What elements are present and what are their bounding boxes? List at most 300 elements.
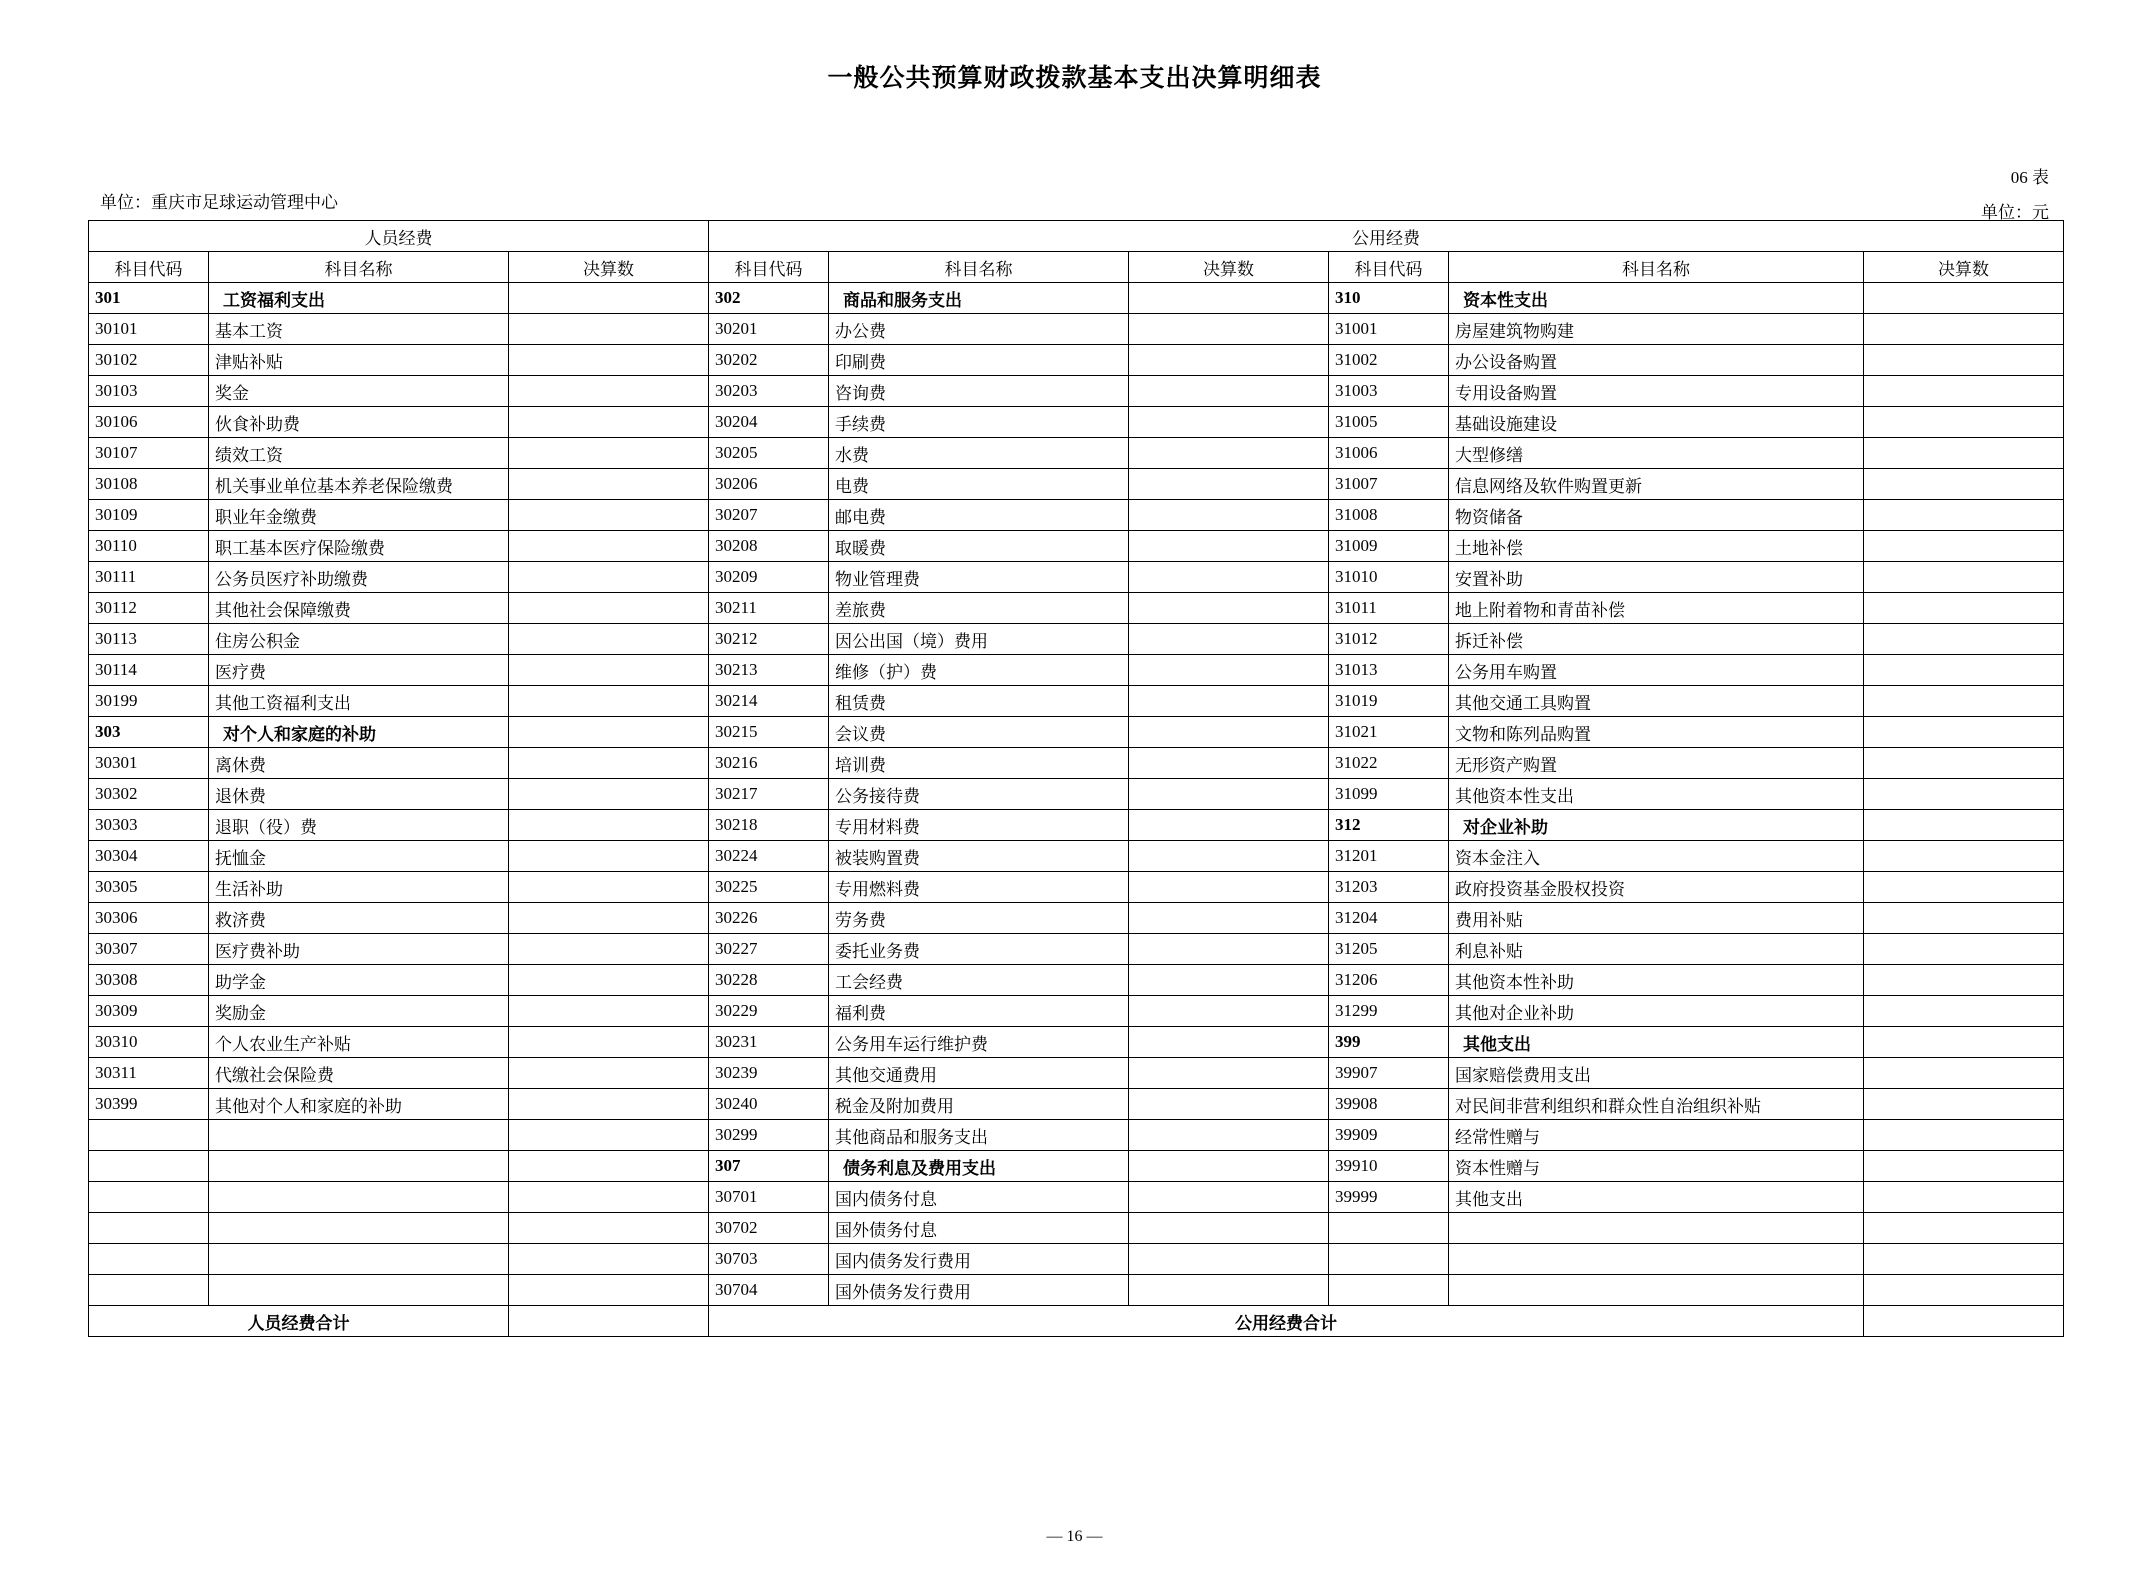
- col-header-code-2: 科目代码: [709, 252, 829, 283]
- total-amount-personnel: [509, 1306, 709, 1337]
- subject-name: 公务接待费: [829, 779, 1129, 810]
- subject-code: [1329, 1244, 1449, 1275]
- final-amount: [1864, 717, 2064, 748]
- subject-name: 经常性赠与: [1449, 1120, 1864, 1151]
- final-amount: [1129, 314, 1329, 345]
- final-amount: [509, 438, 709, 469]
- subject-name: 其他资本性补助: [1449, 965, 1864, 996]
- final-amount: [1129, 872, 1329, 903]
- subject-name: 专用设备购置: [1449, 376, 1864, 407]
- subject-code: 31007: [1329, 469, 1449, 500]
- final-amount: [1129, 531, 1329, 562]
- final-amount: [1864, 1213, 2064, 1244]
- subject-name: 资本金注入: [1449, 841, 1864, 872]
- final-amount: [1864, 655, 2064, 686]
- subject-name: 邮电费: [829, 500, 1129, 531]
- subject-name: 因公出国（境）费用: [829, 624, 1129, 655]
- final-amount: [1129, 500, 1329, 531]
- subject-name: 其他对个人和家庭的补助: [209, 1089, 509, 1120]
- final-amount: [1864, 1244, 2064, 1275]
- subject-code: 30214: [709, 686, 829, 717]
- subject-name: 津贴补贴: [209, 345, 509, 376]
- final-amount: [1129, 1275, 1329, 1306]
- subject-code: 30311: [89, 1058, 209, 1089]
- subject-code: [89, 1244, 209, 1275]
- page-number: — 16 —: [1046, 1528, 1103, 1545]
- subject-name: 资本性支出: [1449, 283, 1864, 314]
- table-row: [89, 500, 2064, 531]
- subject-code: 30702: [709, 1213, 829, 1244]
- final-amount: [1129, 1182, 1329, 1213]
- subject-code: 31019: [1329, 686, 1449, 717]
- final-amount: [1129, 345, 1329, 376]
- subject-name: 手续费: [829, 407, 1129, 438]
- table-row: [89, 717, 2064, 748]
- subject-code: 31003: [1329, 376, 1449, 407]
- subject-name: 代缴社会保险费: [209, 1058, 509, 1089]
- subject-name: 物业管理费: [829, 562, 1129, 593]
- final-amount: [509, 655, 709, 686]
- subject-name: 税金及附加费用: [829, 1089, 1129, 1120]
- subject-code: 399: [1329, 1027, 1449, 1058]
- final-amount: [1864, 1120, 2064, 1151]
- subject-name: 办公设备购置: [1449, 345, 1864, 376]
- col-header-name-3: 科目名称: [1449, 252, 1864, 283]
- final-amount: [1864, 593, 2064, 624]
- final-amount: [1864, 1182, 2064, 1213]
- final-amount: [509, 345, 709, 376]
- table-row: [89, 1120, 2064, 1151]
- subject-name: 债务利息及费用支出: [829, 1151, 1129, 1182]
- final-amount: [1129, 934, 1329, 965]
- subject-name: [209, 1213, 509, 1244]
- final-amount: [509, 624, 709, 655]
- subject-name: 国内债务发行费用: [829, 1244, 1129, 1275]
- subject-code: 30206: [709, 469, 829, 500]
- table-row: [89, 562, 2064, 593]
- final-amount: [1864, 996, 2064, 1027]
- subject-name: 其他资本性支出: [1449, 779, 1864, 810]
- subject-code: 30103: [89, 376, 209, 407]
- col-header-amount-1: 决算数: [509, 252, 709, 283]
- subject-name: 基本工资: [209, 314, 509, 345]
- subject-name: 物资储备: [1449, 500, 1864, 531]
- table-row: [89, 686, 2064, 717]
- subject-code: 30225: [709, 872, 829, 903]
- subject-code: 39909: [1329, 1120, 1449, 1151]
- subject-code: 31204: [1329, 903, 1449, 934]
- subject-name: 奖励金: [209, 996, 509, 1027]
- final-amount: [509, 531, 709, 562]
- subject-code: 30101: [89, 314, 209, 345]
- final-amount: [1864, 810, 2064, 841]
- subject-code: [1329, 1213, 1449, 1244]
- subject-code: 30307: [89, 934, 209, 965]
- table-row: [89, 903, 2064, 934]
- subject-name: 水费: [829, 438, 1129, 469]
- subject-code: 30201: [709, 314, 829, 345]
- final-amount: [1864, 686, 2064, 717]
- final-amount: [1864, 438, 2064, 469]
- table-row: [89, 376, 2064, 407]
- table-row: [89, 407, 2064, 438]
- table-row: [89, 1027, 2064, 1058]
- final-amount: [509, 1120, 709, 1151]
- final-amount: [509, 810, 709, 841]
- subject-code: 30216: [709, 748, 829, 779]
- final-amount: [1864, 748, 2064, 779]
- subject-code: 30199: [89, 686, 209, 717]
- subject-code: 30207: [709, 500, 829, 531]
- subject-code: [89, 1275, 209, 1306]
- subject-name: 其他工资福利支出: [209, 686, 509, 717]
- subject-name: 其他商品和服务支出: [829, 1120, 1129, 1151]
- final-amount: [1864, 500, 2064, 531]
- final-amount: [509, 1058, 709, 1089]
- final-amount: [1129, 1244, 1329, 1275]
- table-row: [89, 593, 2064, 624]
- table-row: [89, 345, 2064, 376]
- final-amount: [1129, 1120, 1329, 1151]
- final-amount: [509, 965, 709, 996]
- subject-code: 30202: [709, 345, 829, 376]
- final-amount: [1864, 965, 2064, 996]
- final-amount: [1129, 593, 1329, 624]
- table-row: [89, 1182, 2064, 1213]
- subject-code: 30228: [709, 965, 829, 996]
- subject-code: 30107: [89, 438, 209, 469]
- final-amount: [509, 686, 709, 717]
- table-row: [89, 1058, 2064, 1089]
- subject-name: 劳务费: [829, 903, 1129, 934]
- subject-code: 30305: [89, 872, 209, 903]
- subject-code: 30310: [89, 1027, 209, 1058]
- final-amount: [1129, 1213, 1329, 1244]
- final-amount: [1864, 903, 2064, 934]
- final-amount: [509, 779, 709, 810]
- final-amount: [509, 996, 709, 1027]
- final-amount: [1129, 562, 1329, 593]
- subject-name: 国外债务付息: [829, 1213, 1129, 1244]
- total-label-public: 公用经费合计: [709, 1306, 1864, 1337]
- col-header-amount-3: 决算数: [1864, 252, 2064, 283]
- final-amount: [1129, 655, 1329, 686]
- col-header-code-1: 科目代码: [89, 252, 209, 283]
- final-amount: [1129, 779, 1329, 810]
- final-amount: [1129, 376, 1329, 407]
- final-amount: [1864, 1027, 2064, 1058]
- subject-name: 个人农业生产补贴: [209, 1027, 509, 1058]
- final-amount: [1864, 1275, 2064, 1306]
- subject-code: 31011: [1329, 593, 1449, 624]
- subject-code: 30204: [709, 407, 829, 438]
- subject-code: 31201: [1329, 841, 1449, 872]
- table-row: [89, 748, 2064, 779]
- subject-name: 医疗费补助: [209, 934, 509, 965]
- subject-code: 30309: [89, 996, 209, 1027]
- subject-code: [1329, 1275, 1449, 1306]
- subject-code: [89, 1213, 209, 1244]
- final-amount: [1129, 407, 1329, 438]
- subject-name: 专用燃料费: [829, 872, 1129, 903]
- subject-name: 培训费: [829, 748, 1129, 779]
- group-header-personnel: 人员经费: [89, 221, 709, 252]
- subject-code: 31006: [1329, 438, 1449, 469]
- subject-code: 39908: [1329, 1089, 1449, 1120]
- subject-code: 30114: [89, 655, 209, 686]
- subject-name: 抚恤金: [209, 841, 509, 872]
- subject-code: 30113: [89, 624, 209, 655]
- subject-name: 退职（役）费: [209, 810, 509, 841]
- final-amount: [1129, 748, 1329, 779]
- subject-code: 30304: [89, 841, 209, 872]
- subject-code: 30209: [709, 562, 829, 593]
- final-amount: [509, 1089, 709, 1120]
- col-header-code-3: 科目代码: [1329, 252, 1449, 283]
- subject-code: 31299: [1329, 996, 1449, 1027]
- subject-name: 电费: [829, 469, 1129, 500]
- subject-code: 30229: [709, 996, 829, 1027]
- subject-name: 专用材料费: [829, 810, 1129, 841]
- subject-code: 31009: [1329, 531, 1449, 562]
- final-amount: [509, 562, 709, 593]
- final-amount: [509, 1244, 709, 1275]
- final-amount: [509, 872, 709, 903]
- unit-currency-label: 单位：元: [1981, 203, 2049, 222]
- subject-name: 离休费: [209, 748, 509, 779]
- subject-code: 30205: [709, 438, 829, 469]
- subject-name: 被装购置费: [829, 841, 1129, 872]
- final-amount: [1129, 810, 1329, 841]
- subject-code: 31203: [1329, 872, 1449, 903]
- final-amount: [509, 469, 709, 500]
- subject-code: 31021: [1329, 717, 1449, 748]
- subject-name: [209, 1120, 509, 1151]
- table-row: [89, 655, 2064, 686]
- subject-code: 30110: [89, 531, 209, 562]
- final-amount: [509, 903, 709, 934]
- total-amount-public: [1864, 1306, 2064, 1337]
- table-row: [89, 438, 2064, 469]
- subject-name: 土地补偿: [1449, 531, 1864, 562]
- table-row: [89, 1089, 2064, 1120]
- subject-code: 30704: [709, 1275, 829, 1306]
- subject-name: 会议费: [829, 717, 1129, 748]
- subject-name: 差旅费: [829, 593, 1129, 624]
- unit-organization-label: 单位：重庆市足球运动管理中心: [100, 193, 338, 212]
- subject-name: [1449, 1275, 1864, 1306]
- subject-code: 302: [709, 283, 829, 314]
- table-row: [89, 314, 2064, 345]
- subject-name: 助学金: [209, 965, 509, 996]
- group-header-row: [89, 221, 2064, 252]
- final-amount: [509, 1213, 709, 1244]
- subject-code: 39910: [1329, 1151, 1449, 1182]
- subject-code: 31206: [1329, 965, 1449, 996]
- subject-name: 资本性赠与: [1449, 1151, 1864, 1182]
- subject-code: 30299: [709, 1120, 829, 1151]
- subject-name: 国家赔偿费用支出: [1449, 1058, 1864, 1089]
- subject-code: 31013: [1329, 655, 1449, 686]
- subject-code: 31022: [1329, 748, 1449, 779]
- subject-name: 其他支出: [1449, 1027, 1864, 1058]
- subject-name: 生活补助: [209, 872, 509, 903]
- final-amount: [509, 1182, 709, 1213]
- final-amount: [1129, 996, 1329, 1027]
- final-amount: [509, 1151, 709, 1182]
- subject-name: 办公费: [829, 314, 1129, 345]
- subject-code: 30106: [89, 407, 209, 438]
- table-row: [89, 1151, 2064, 1182]
- subject-name: 公务用车运行维护费: [829, 1027, 1129, 1058]
- subject-code: 30703: [709, 1244, 829, 1275]
- subject-name: 福利费: [829, 996, 1129, 1027]
- table-row: [89, 283, 2064, 314]
- table-row: [89, 531, 2064, 562]
- final-amount: [509, 314, 709, 345]
- final-amount: [509, 593, 709, 624]
- subject-name: 国内债务付息: [829, 1182, 1129, 1213]
- subject-name: 机关事业单位基本养老保险缴费: [209, 469, 509, 500]
- subject-code: 312: [1329, 810, 1449, 841]
- final-amount: [1129, 624, 1329, 655]
- subject-name: 对民间非营利组织和群众性自治组织补贴: [1449, 1089, 1864, 1120]
- subject-name: [209, 1151, 509, 1182]
- table-row: [89, 1244, 2064, 1275]
- subject-code: [89, 1151, 209, 1182]
- subject-code: 30239: [709, 1058, 829, 1089]
- subject-name: 基础设施建设: [1449, 407, 1864, 438]
- final-amount: [1864, 376, 2064, 407]
- final-amount: [1864, 407, 2064, 438]
- final-amount: [1864, 779, 2064, 810]
- final-amount: [509, 748, 709, 779]
- subject-code: 31008: [1329, 500, 1449, 531]
- subject-name: 租赁费: [829, 686, 1129, 717]
- final-amount: [1129, 1089, 1329, 1120]
- subject-name: [1449, 1213, 1864, 1244]
- subject-name: 其他对企业补助: [1449, 996, 1864, 1027]
- subject-name: 绩效工资: [209, 438, 509, 469]
- document-page: [0, 58, 2149, 1578]
- subject-name: 印刷费: [829, 345, 1129, 376]
- table-row: [89, 872, 2064, 903]
- subject-name: 对个人和家庭的补助: [209, 717, 509, 748]
- subject-code: 30112: [89, 593, 209, 624]
- subject-code: 30102: [89, 345, 209, 376]
- final-amount: [1864, 1089, 2064, 1120]
- final-amount: [1864, 934, 2064, 965]
- final-amount: [1129, 1058, 1329, 1089]
- subject-name: 住房公积金: [209, 624, 509, 655]
- table-row: [89, 965, 2064, 996]
- subject-code: 30215: [709, 717, 829, 748]
- table-row: [89, 996, 2064, 1027]
- subject-code: 31005: [1329, 407, 1449, 438]
- final-amount: [509, 283, 709, 314]
- final-amount: [509, 376, 709, 407]
- budget-table: [88, 220, 2064, 1337]
- final-amount: [509, 407, 709, 438]
- subject-code: 301: [89, 283, 209, 314]
- subject-code: 30240: [709, 1089, 829, 1120]
- total-label-personnel: 人员经费合计: [89, 1306, 509, 1337]
- final-amount: [1864, 624, 2064, 655]
- subject-code: 30227: [709, 934, 829, 965]
- subject-code: 31205: [1329, 934, 1449, 965]
- subject-name: 职工基本医疗保险缴费: [209, 531, 509, 562]
- subject-code: [89, 1120, 209, 1151]
- subject-name: 工资福利支出: [209, 283, 509, 314]
- form-number: 06 表: [2010, 168, 2049, 187]
- final-amount: [1129, 1027, 1329, 1058]
- final-amount: [1864, 469, 2064, 500]
- subject-name: 对企业补助: [1449, 810, 1864, 841]
- final-amount: [1129, 903, 1329, 934]
- subject-name: 安置补助: [1449, 562, 1864, 593]
- subject-name: 维修（护）费: [829, 655, 1129, 686]
- subject-name: 医疗费: [209, 655, 509, 686]
- subject-code: 31001: [1329, 314, 1449, 345]
- final-amount: [509, 1027, 709, 1058]
- subject-code: 30208: [709, 531, 829, 562]
- final-amount: [509, 841, 709, 872]
- table-row: [89, 779, 2064, 810]
- subject-code: 307: [709, 1151, 829, 1182]
- subject-code: 303: [89, 717, 209, 748]
- totals-row: [89, 1306, 2064, 1337]
- subject-name: 退休费: [209, 779, 509, 810]
- final-amount: [1864, 1058, 2064, 1089]
- subject-code: 39999: [1329, 1182, 1449, 1213]
- col-header-name-1: 科目名称: [209, 252, 509, 283]
- subject-name: 商品和服务支出: [829, 283, 1129, 314]
- table-row: [89, 469, 2064, 500]
- final-amount: [509, 717, 709, 748]
- final-amount: [1864, 562, 2064, 593]
- subject-code: 31010: [1329, 562, 1449, 593]
- final-amount: [1864, 345, 2064, 376]
- subject-code: 30399: [89, 1089, 209, 1120]
- table-row: [89, 934, 2064, 965]
- final-amount: [509, 934, 709, 965]
- subject-code: 310: [1329, 283, 1449, 314]
- subject-code: 30212: [709, 624, 829, 655]
- subject-name: 文物和陈列品购置: [1449, 717, 1864, 748]
- final-amount: [1129, 438, 1329, 469]
- subject-name: [1449, 1244, 1864, 1275]
- subject-code: 39907: [1329, 1058, 1449, 1089]
- subject-name: [209, 1182, 509, 1213]
- subject-code: [89, 1182, 209, 1213]
- subject-name: 公务用车购置: [1449, 655, 1864, 686]
- subject-name: 国外债务发行费用: [829, 1275, 1129, 1306]
- final-amount: [1129, 469, 1329, 500]
- subject-name: 拆迁补偿: [1449, 624, 1864, 655]
- subject-name: 其他支出: [1449, 1182, 1864, 1213]
- subject-name: 工会经费: [829, 965, 1129, 996]
- subject-name: 咨询费: [829, 376, 1129, 407]
- subject-code: 30224: [709, 841, 829, 872]
- subject-name: 救济费: [209, 903, 509, 934]
- subject-code: 30301: [89, 748, 209, 779]
- subject-code: 30109: [89, 500, 209, 531]
- group-header-public: 公用经费: [709, 221, 2064, 252]
- subject-code: 30111: [89, 562, 209, 593]
- final-amount: [509, 1275, 709, 1306]
- final-amount: [1864, 531, 2064, 562]
- subject-code: 31099: [1329, 779, 1449, 810]
